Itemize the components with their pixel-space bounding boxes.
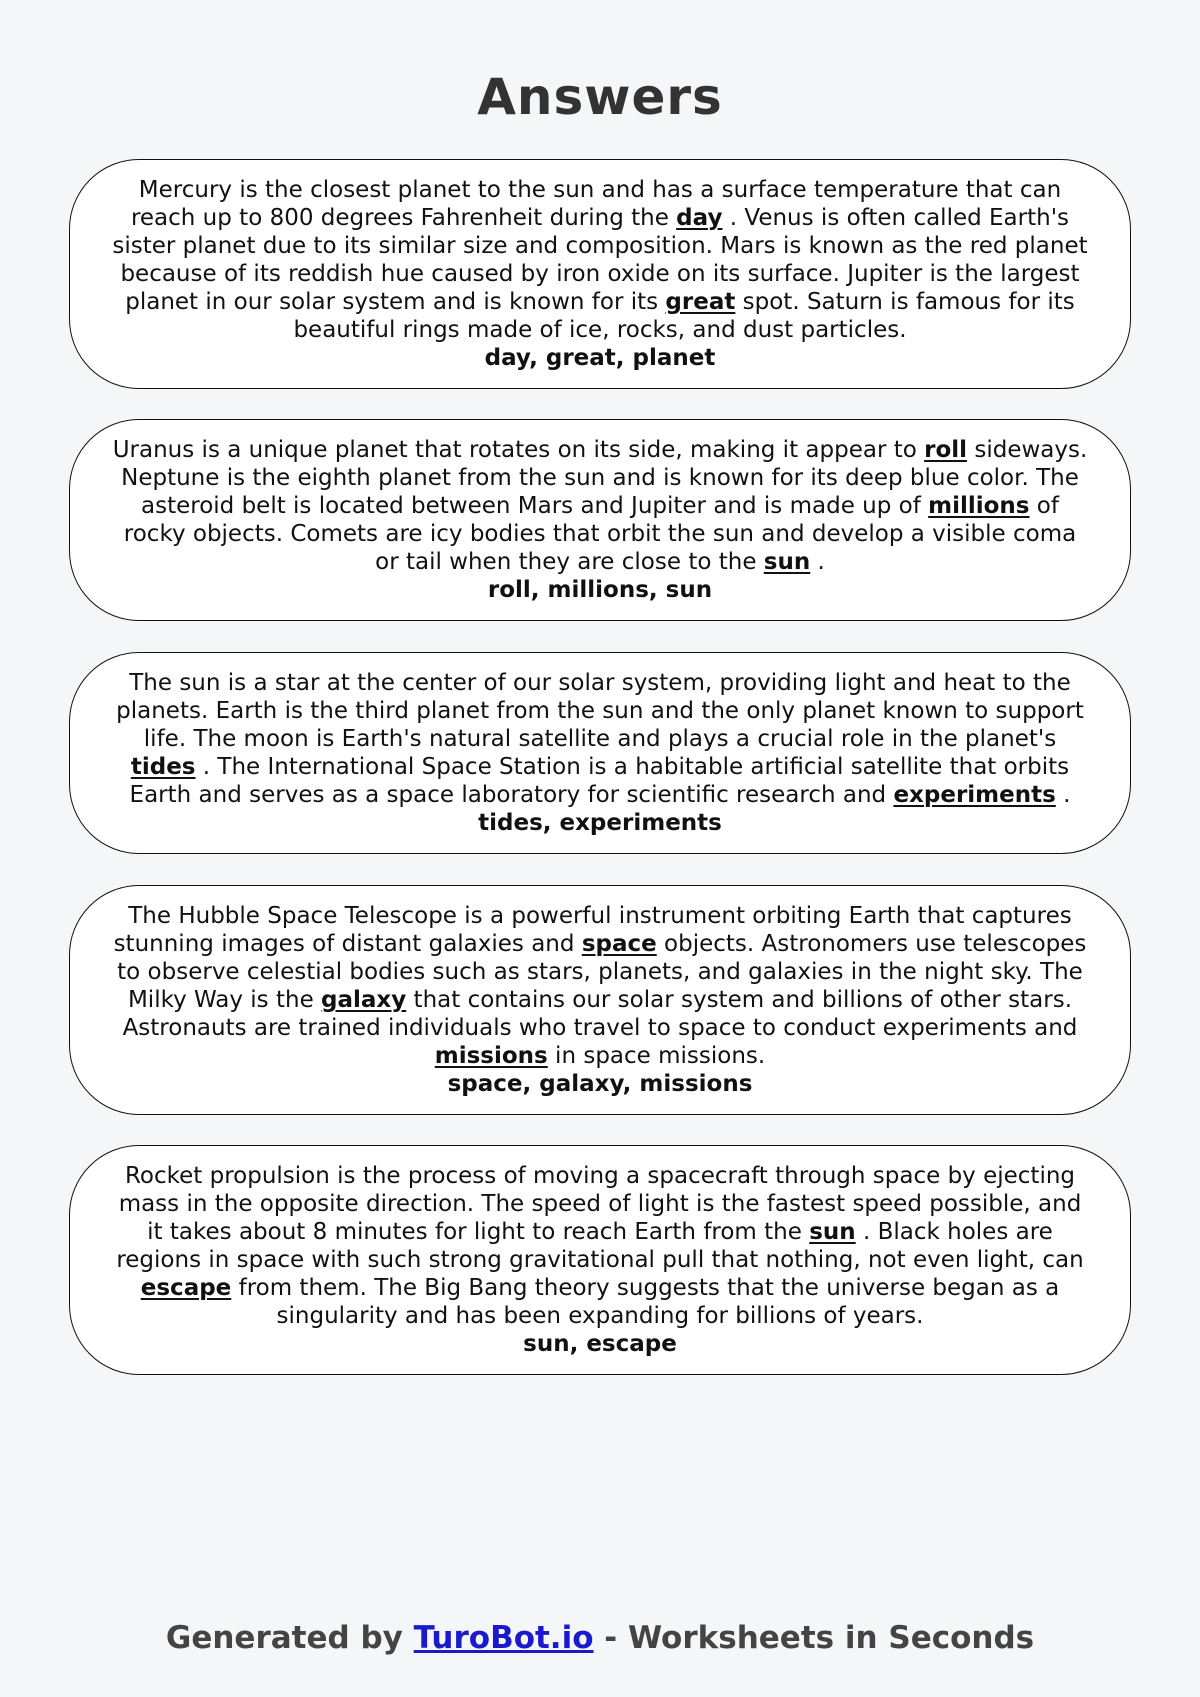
passage-line [116,669,1084,697]
passage-segment: sister planet due to its similar size and composition. Mars is known as the red planet [112,233,1088,259]
footer-suffix: - Worksheets in Seconds [593,1620,1035,1656]
passage-text [112,176,1087,344]
answer-blank: great [665,289,736,315]
passage-line [114,1014,1087,1042]
passage-segment: mass in the opposite direction. The speed of light is the fastest speed possible, and [118,1191,1082,1217]
answer-key: tides, experiments [478,810,722,836]
passage-segment: regions in space with such strong gravitational pull that nothing, not even light, can [116,1247,1084,1273]
passage-segment: The sun is a star at the center of our solar system, providing light and heat to the [129,670,1071,696]
answer-key: day, great, planet [484,345,716,371]
passage-segment: it takes about 8 minutes for light to reach Earth from the [147,1219,810,1245]
passage-line [112,316,1087,344]
answer-blank: escape [140,1275,232,1301]
passage-segment: to observe celestial bodies such as stars, planets, and galaxies in the night sky. The [117,959,1083,985]
passage-segment: because of its reddish hue caused by iron oxide on its surface. Jupiter is the largest [120,261,1080,287]
passage-line [116,1246,1083,1274]
passage-text [114,902,1087,1070]
passage-line [116,725,1084,753]
passage-line [116,1302,1083,1330]
answer-key: roll, millions, sun [487,577,713,603]
passage-segment: beautiful rings made of ice, rocks, and dust particles. [293,317,907,343]
passage-card-1 [69,159,1131,389]
passage-line [114,958,1087,986]
answer-blank: sun [809,1219,856,1245]
passage-segment: in space missions. [547,1043,766,1069]
passage-line [116,697,1084,725]
passage-segment: Astronauts are trained individuals who travel to space to conduct experiments and [122,1015,1078,1041]
passage-line [114,930,1087,958]
passage-text [116,1162,1083,1330]
passage-line [114,902,1087,930]
answer-key: space, galaxy, missions [447,1071,753,1097]
passage-line [113,436,1088,464]
passage-card-4 [69,885,1131,1115]
passage-segment: objects. Astronomers use telescopes [656,931,1087,957]
passage-line [112,288,1087,316]
answer-blank: missions [434,1043,548,1069]
answer-blank: roll [924,437,968,463]
passage-segment: sideways. [967,437,1088,463]
passage-text [116,669,1084,809]
footer-prefix: Generated by [165,1620,414,1656]
passage-segment: that contains our solar system and billions of other stars. [406,987,1073,1013]
passage-segment: Earth and serves as a space laboratory for scientific research and [129,782,894,808]
passage-line [116,781,1084,809]
answer-blank: millions [928,493,1030,519]
passage-segment: reach up to 800 degrees Fahrenheit during the [130,205,677,231]
passage-segment: . [1055,782,1071,808]
passage-line [116,1274,1083,1302]
passage-segment: The Hubble Space Telescope is a powerful instrument orbiting Earth that captures [128,903,1072,929]
page-title: Answers [477,68,723,126]
answer-key: sun, escape [523,1331,677,1357]
passage-line [116,1218,1083,1246]
passage-line [113,548,1088,576]
passage-line [113,520,1088,548]
passage-line [112,204,1087,232]
passage-segment: singularity and has been expanding for billions of years. [276,1303,924,1329]
passage-line [114,1042,1087,1070]
passage-text [113,436,1088,576]
passage-segment: or tail when they are close to the [375,549,764,575]
passage-segment: . Venus is often called Earth's [722,205,1070,231]
passage-line [113,464,1088,492]
answer-blank: day [676,205,723,231]
passage-segment: . The International Space Station is a habitable artificial satellite that orbits [195,754,1070,780]
footer [0,1620,1200,1656]
passage-segment: rocky objects. Comets are icy bodies that orbit the sun and develop a visible coma [123,521,1077,547]
passage-segment: of [1029,493,1059,519]
passage-segment: planets. Earth is the third planet from the sun and the only planet known to support [116,698,1084,724]
answer-blank: experiments [893,782,1056,808]
passage-segment: Neptune is the eighth planet from the sun and is known for its deep blue color. The [121,465,1079,491]
passage-segment: . [810,549,825,575]
passage-line [112,176,1087,204]
answer-blank: galaxy [321,987,407,1013]
passage-segment: planet in our solar system and is known for its [125,289,666,315]
passage-line [113,492,1088,520]
passage-line [112,232,1087,260]
passage-line [116,753,1084,781]
passage-segment: . Black holes are [855,1219,1053,1245]
passage-segment: asteroid belt is located between Mars and Jupiter and is made up of [141,493,929,519]
passage-line [116,1162,1083,1190]
passage-line [112,260,1087,288]
passage-line [116,1190,1083,1218]
turobot-link[interactable]: TuroBot.io [413,1620,594,1656]
passage-segment: Mercury is the closest planet to the sun and has a surface temperature that can [138,177,1062,203]
answer-blank: sun [763,549,811,575]
passage-card-2 [69,419,1131,621]
passage-segment: from them. The Big Bang theory suggests that the universe began as a [231,1275,1060,1301]
passage-segment: Uranus is a unique planet that rotates on its side, making it appear to [112,437,925,463]
answer-blank: space [581,931,657,957]
passage-line [114,986,1087,1014]
answer-blank: tides [130,754,196,780]
passage-segment: life. The moon is Earth's natural satellite and plays a crucial role in the planet's [143,726,1057,752]
passage-segment: Rocket propulsion is the process of moving a spacecraft through space by ejecting [124,1163,1076,1189]
passage-segment: spot. Saturn is famous for its [735,289,1075,315]
passage-segment: stunning images of distant galaxies and [113,931,582,957]
passage-card-5 [69,1145,1131,1375]
passage-card-3 [69,652,1131,854]
passage-segment: Milky Way is the [127,987,322,1013]
